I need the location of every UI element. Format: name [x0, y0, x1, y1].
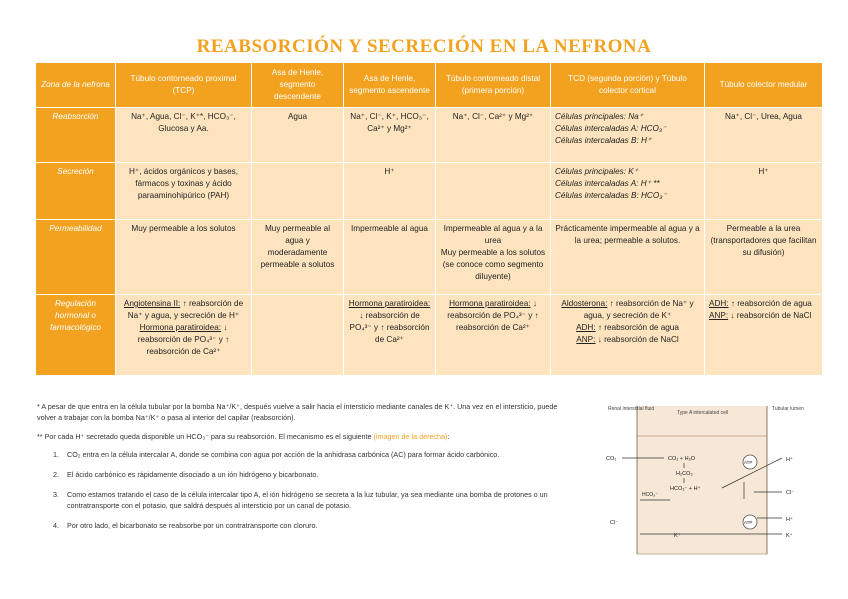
list-item: 2. El ácido carbónico es rápidamente disociado a un ión hidrógeno y bicarbonato.	[61, 470, 577, 481]
footnote-2-text: ** Por cada H⁺ secretado queda disponible un HCO₃⁻ para su reabsorción. El mecanismo es el siguiente	[37, 431, 374, 441]
list-item: 3. Como estamos tratando el caso de la célula intercalar tipo A, el ión hidrógeno se secreta a la luz tubular, ya sea mediante una bomba de protones o un contratransporte con el potasio, que saldrá después al intersticio por un canal de potasio.	[61, 490, 577, 512]
hormone-effect: ↓ reabsorción de PO₄³⁻ y ↑ reabsorción de Ca²⁺	[447, 299, 539, 332]
hormone-effect: ↓ reabsorción de NaCl	[728, 310, 812, 320]
hormone-name: Hormona paratiroidea:	[449, 299, 531, 308]
table-row	[36, 163, 823, 220]
hormone-name: ADH:	[576, 322, 596, 332]
cell-line	[555, 298, 700, 322]
hormone-effect: ↓ reabsorción de NaCl	[595, 334, 679, 344]
page-title: REABSORCIÓN Y SECRECIÓN EN LA NEFRONA	[196, 36, 652, 57]
hormone-effect: ↑ reabsorción de agua	[728, 299, 812, 308]
header-col: Túbulo contorneado proximal (TCP)	[116, 63, 252, 108]
cell-line: Células principales: K⁺	[555, 167, 639, 176]
table-cell	[344, 295, 436, 376]
table-cell: Muy permeable al agua y moderadamente permeable a solutos	[252, 220, 344, 295]
hormone-name: Hormona paratiroidea:	[348, 299, 431, 308]
image-reference-link[interactable]: (imagen de la derecha)	[373, 431, 448, 441]
cell-line	[120, 298, 247, 322]
table-cell: H⁺, ácidos orgánicos y bases, fármacos y toxinas y ácido paraaminohipúrico (PAH)	[116, 163, 252, 220]
row-label: Permeabilidad	[36, 220, 116, 295]
header-col: Túbulo colector medular	[705, 63, 823, 108]
table-cell: Permeable a la urea (transportadores que facilitan su difusión)	[705, 220, 823, 295]
hormone-name: Aldosterona:	[561, 299, 608, 308]
footnote-2	[37, 432, 577, 443]
table-cell: Na⁺, Cl⁻, K⁺, HCO₃⁻, Ca²⁺ y Mg²⁺	[344, 108, 436, 163]
intercalated-cell-diagram	[604, 404, 804, 564]
row-label: Secreción	[36, 163, 116, 220]
cell-line: Células principales: Na⁺	[555, 112, 644, 121]
table-cell	[551, 295, 705, 376]
header-col: TCD (segunda porción) y Túbulo colector cortical	[551, 63, 705, 108]
table-cell: Na⁺, Agua, Cl⁻, K⁺*, HCO₃⁻, Glucosa y Aa.	[116, 108, 252, 163]
table-header-row	[36, 63, 823, 108]
hormone-name: Hormona paratiroidea:	[139, 322, 222, 332]
table-cell: Na⁺, Cl⁻, Ca²⁺ y Mg²⁺	[436, 108, 551, 163]
table-cell	[116, 295, 252, 376]
table-cell	[705, 295, 823, 376]
hormone-effect: ↑ reabsorción de agua	[595, 322, 679, 332]
label-reaction1: CO₂ + H₂O	[668, 456, 696, 462]
label-k-cell: K⁺	[674, 533, 681, 539]
label-atp-1: ATP	[744, 460, 753, 465]
table-cell: Muy permeable a los solutos	[116, 220, 252, 295]
table-cell	[436, 163, 551, 220]
table-cell: Impermeable al agua	[344, 220, 436, 295]
table-cell: H⁺	[344, 163, 436, 220]
table-cell: Prácticamente impermeable al agua y a la urea; permeable a solutos.	[551, 220, 705, 295]
label-cell: Type A intercalated cell	[677, 410, 729, 416]
cell-line	[709, 310, 818, 322]
hormone-effect: ↑ reabsorción de Na⁺ y agua, y secreción de H⁺	[127, 299, 244, 320]
cell-line	[555, 334, 700, 346]
footnote-2-colon: :	[447, 431, 450, 441]
mechanism-list	[37, 450, 577, 531]
table-cell	[551, 108, 705, 163]
hormone-effect: ↓ reabsorción de PO₄³⁻ y ↑ reabsorción de Ca²⁺	[137, 322, 230, 356]
table-row	[36, 108, 823, 163]
table-row	[36, 295, 823, 376]
label-atp-2: ATP	[744, 520, 753, 525]
table-cell	[252, 295, 344, 376]
hormone-effect: ↑ reabsorción de Na⁺ y agua, y secreción de K⁺	[583, 299, 694, 320]
label-cl-interstitial: Cl⁻	[610, 520, 619, 526]
header-col: Asa de Henle, segmento ascendente	[344, 63, 436, 108]
cell-line: Células intercaladas A: HCO₃⁻	[555, 123, 667, 133]
label-hco3: HCO₃⁻	[642, 492, 658, 498]
table-cell	[436, 220, 551, 295]
cell-line	[120, 322, 247, 358]
cell-line: Células intercaladas B: H⁺	[555, 135, 652, 145]
label-h2co3: H₂CO₃	[676, 471, 693, 477]
hormone-name: ADH:	[709, 299, 729, 308]
label-cl: Cl⁻	[786, 490, 795, 496]
cell-line	[709, 298, 818, 310]
header-col: Asa de Henle, segmento descendente	[252, 63, 344, 108]
hormone-name: Angiotensina II:	[123, 299, 181, 308]
label-reaction2: HCO₃⁻ + H⁺	[670, 486, 701, 492]
header-zone: Zona de la nefrona	[36, 63, 116, 108]
list-item: 4. Por otro lado, el bicarbonato se reabsorbe por un contratransporte con cloruro.	[61, 521, 577, 532]
label-h-plus-1: H⁺	[786, 457, 793, 463]
label-lumen: Tubular lumen	[772, 406, 804, 412]
label-co2: CO₂	[606, 456, 617, 462]
label-h-plus-2: H⁺	[786, 517, 793, 523]
table-row	[36, 220, 823, 295]
cell-line: Células intercaladas B: HCO₃⁻	[555, 190, 667, 200]
footnote-1: * A pesar de que entra en la célula tubular por la bomba Na⁺/K⁺, después vuelve a salir hacia el intersticio mediante canales de K⁺. Una vez en el intersticio, puede volver a trabajar con la bomba Na⁺/K⁺ o pasa al interior del capilar (reabsorción).	[37, 402, 558, 422]
table-cell: H⁺	[705, 163, 823, 220]
table-cell: Agua	[252, 108, 344, 163]
cell-line: Muy permeable a los solutos (se conoce como segmento diluyente)	[440, 247, 546, 281]
label-interstitial: Renal interstitial fluid	[608, 406, 655, 412]
cell-line: Impermeable al agua y a la urea	[443, 224, 543, 245]
header-col: Túbulo contorneado distal (primera porción)	[436, 63, 551, 108]
hormone-name: ANP:	[709, 310, 729, 320]
table-cell	[436, 295, 551, 376]
table-cell	[551, 163, 705, 220]
table-cell	[252, 163, 344, 220]
row-label: Regulación hormonal o farmacológico	[36, 295, 116, 376]
hormone-name: ANP:	[576, 334, 596, 344]
list-item: 1. CO₂ entra en la célula intercalar A, donde se combina con agua por acción de la anhidrasa carbónica (AC) para formar ácido carbónico.	[61, 450, 577, 461]
footnotes	[37, 402, 577, 540]
label-k-lumen: K⁺	[786, 533, 793, 539]
row-label: Reabsorción	[36, 108, 116, 163]
cell-line	[555, 322, 700, 334]
table-cell: Na⁺, Cl⁻, Urea, Agua	[705, 108, 823, 163]
nephron-table	[35, 62, 823, 376]
hormone-effect: ↓ reabsorción de PO₄³⁻ y ↑ reabsorción de Ca²⁺	[349, 310, 430, 344]
cell-line: Células intercaladas A: H⁺ **	[555, 178, 660, 188]
